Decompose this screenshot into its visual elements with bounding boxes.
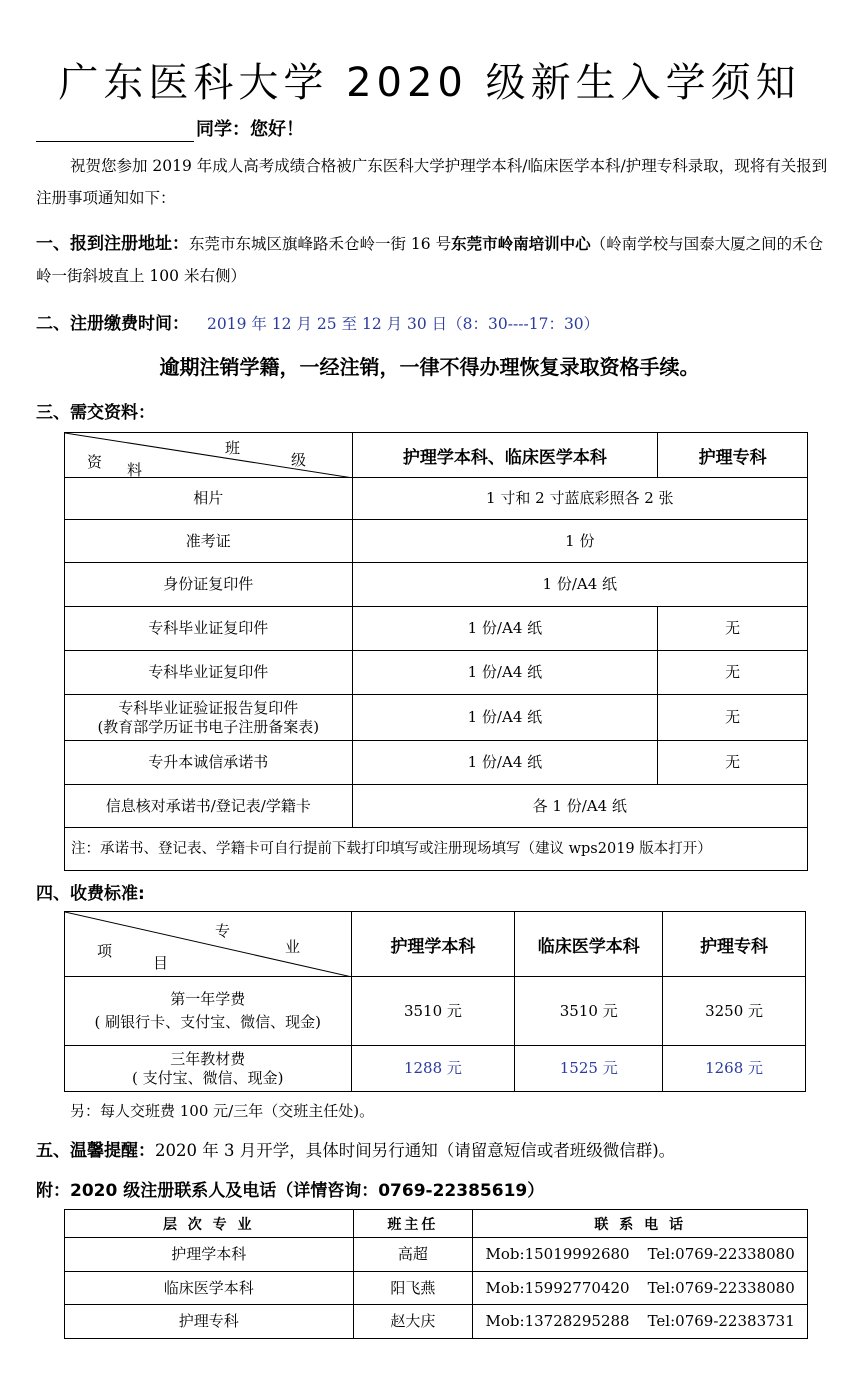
section-fees-label: 四、收费标准: xyxy=(36,884,145,904)
contacts-col-major: 层 次 专 业 xyxy=(65,1210,354,1238)
fee-item-label: 第一年学费 xyxy=(170,990,246,1008)
material-value: 1 份/A4 纸 xyxy=(352,607,658,651)
document-title: 广东医科大学 2020 级新生入学须知 xyxy=(58,60,801,106)
table-row xyxy=(65,977,806,1046)
section-materials-label: 三、需交资料： xyxy=(36,403,155,423)
material-value-college: 无 xyxy=(658,741,808,785)
material-value-college: 无 xyxy=(658,607,808,651)
contact-tel: Tel:0769-22338080 xyxy=(647,1245,795,1263)
section-materials-heading xyxy=(36,397,836,429)
contact-mobile: Mob:15019992680 xyxy=(485,1245,630,1263)
materials-note: 注：承诺书、登记表、学籍卡可自行提前下载打印填写或注册现场填写（建议 wps2019 版本打开） xyxy=(65,828,808,871)
fees-col-nursing-bachelor: 护理学本科 xyxy=(351,912,515,977)
contacts-header-row xyxy=(65,1210,808,1238)
contact-tel: Tel:0769-22383731 xyxy=(647,1312,795,1330)
table-row xyxy=(65,741,808,785)
diag-item-label-2: 目 xyxy=(153,954,169,972)
material-item: 专科毕业证复印件 xyxy=(65,607,353,651)
address-center: 东莞市岭南培训中心 xyxy=(451,235,591,253)
section-time-label: 二、注册缴费时间： xyxy=(36,314,189,334)
warning-text: 逾期注销学籍，一经注销，一律不得办理恢复录取资格手续。 xyxy=(159,355,700,379)
material-item: 相片 xyxy=(65,478,353,520)
diag-class-label-2: 级 xyxy=(291,451,307,469)
material-value: 1 份/A4 纸 xyxy=(352,651,658,695)
fee-value: 1525 元 xyxy=(515,1046,663,1092)
section-address-label: 一、报到注册地址： xyxy=(36,234,189,254)
material-value: 1 份/A4 纸 xyxy=(352,741,658,785)
address-directions: （岭南学校与国泰大厦之间的禾仓岭一街斜坡直上 100 米右侧） xyxy=(36,235,824,285)
contact-major: 护理专科 xyxy=(65,1305,354,1339)
fee-item-methods: ( 刷银行卡、支付宝、微信、现金) xyxy=(94,1013,322,1031)
materials-header-row xyxy=(65,433,808,478)
material-value: 1 份/A4 纸 xyxy=(352,695,658,741)
table-row xyxy=(65,785,808,828)
fee-value: 3510 元 xyxy=(515,977,663,1046)
intro-paragraph: 祝贺您参加 2019 年成人高考成绩合格被广东医科大学护理学本科/临床医学本科/护理专科录取，现将有关报到注册事项通知如下： xyxy=(36,157,828,207)
contact-phone xyxy=(473,1272,808,1305)
contacts-table xyxy=(64,1209,808,1339)
diag-class-label: 班 xyxy=(225,439,241,457)
fees-diagonal-header xyxy=(65,912,352,977)
registration-time: 2019 年 12 月 25 至 12 月 30 日（8：30----17：30） xyxy=(207,315,600,333)
section-reminder-label: 五、温馨提醒： xyxy=(36,1141,155,1161)
contact-mobile: Mob:13728295288 xyxy=(485,1312,630,1330)
name-blank xyxy=(36,124,194,142)
class-fee-note: 另：每人交班费 100 元/三年（交班主任处)。 xyxy=(70,1102,375,1120)
contact-teacher: 阳飞燕 xyxy=(353,1272,473,1305)
fee-item-methods: ( 支付宝、微信、现金) xyxy=(132,1068,284,1087)
materials-diagonal-header xyxy=(65,433,353,478)
fees-col-nursing-college: 护理专科 xyxy=(663,912,806,977)
fee-value: 1288 元 xyxy=(351,1046,515,1092)
diag-material-label: 资 xyxy=(87,453,103,471)
table-row xyxy=(65,563,808,607)
material-value-college: 无 xyxy=(658,651,808,695)
contacts-col-phone: 联 系 电 话 xyxy=(473,1210,808,1238)
material-item: 信息核对承诺书/登记表/学籍卡 xyxy=(65,785,353,828)
table-row xyxy=(65,695,808,741)
appendix-label: 附：2020 级注册联系人及电话（详情咨询：0769-22385619） xyxy=(36,1181,545,1201)
fee-item-label: 三年教材费 xyxy=(170,1049,246,1068)
diagonal-line xyxy=(65,433,353,478)
fee-value: 3510 元 xyxy=(351,977,515,1046)
greeting-text: 同学：您好！ xyxy=(196,119,304,140)
fee-item xyxy=(65,977,352,1046)
table-row xyxy=(65,1046,806,1092)
material-item-line1: 专科毕业证验证报告复印件 xyxy=(118,698,299,717)
material-value: 各 1 份/A4 纸 xyxy=(352,785,807,828)
table-row xyxy=(65,607,808,651)
contact-tel: Tel:0769-22338080 xyxy=(647,1278,795,1297)
material-item: 专科毕业证复印件 xyxy=(65,651,353,695)
table-row xyxy=(65,478,808,520)
table-row xyxy=(65,520,808,563)
material-item xyxy=(65,695,353,741)
contact-teacher: 赵大庆 xyxy=(353,1305,473,1339)
material-value-college: 无 xyxy=(658,695,808,741)
materials-table xyxy=(64,432,808,871)
materials-note-row xyxy=(65,828,808,871)
fee-value: 3250 元 xyxy=(663,977,806,1046)
table-row xyxy=(65,1272,808,1305)
fees-col-clinical-bachelor: 临床医学本科 xyxy=(515,912,663,977)
material-value: 1 寸和 2 寸蓝底彩照各 2 张 xyxy=(352,478,807,520)
material-item: 身份证复印件 xyxy=(65,563,353,607)
diag-item-label: 项 xyxy=(97,942,113,960)
contact-teacher: 高超 xyxy=(353,1238,473,1272)
greeting xyxy=(36,118,304,142)
diag-major-label-2: 业 xyxy=(285,938,301,956)
section-address xyxy=(36,228,836,292)
diag-material-label-2: 料 xyxy=(127,461,143,479)
address-text: 东莞市东城区旗峰路禾仓岭一街 16 号 xyxy=(189,235,452,253)
material-item: 专升本诚信承诺书 xyxy=(65,741,353,785)
diag-major-label: 专 xyxy=(215,922,231,940)
contact-major: 护理学本科 xyxy=(65,1238,354,1272)
fee-item xyxy=(65,1046,352,1092)
contact-phone xyxy=(473,1305,808,1339)
material-item-line2: (教育部学历证书电子注册备案表) xyxy=(97,717,320,736)
contact-phone xyxy=(473,1238,808,1272)
material-item: 准考证 xyxy=(65,520,353,563)
section-fees-heading xyxy=(36,878,836,910)
fees-table xyxy=(64,911,806,1092)
materials-col-bachelor: 护理学本科、临床医学本科 xyxy=(352,433,658,478)
appendix-heading xyxy=(36,1175,836,1207)
table-row xyxy=(65,651,808,695)
material-value: 1 份 xyxy=(352,520,807,563)
materials-col-college: 护理专科 xyxy=(658,433,808,478)
contact-major: 临床医学本科 xyxy=(65,1272,354,1305)
contacts-col-teacher: 班主任 xyxy=(353,1210,473,1238)
table-row xyxy=(65,1305,808,1339)
contact-mobile: Mob:15992770420 xyxy=(485,1278,630,1297)
section-reminder xyxy=(36,1135,836,1167)
table-row xyxy=(65,1238,808,1272)
reminder-text: 2020 年 3 月开学，具体时间另行通知（请留意短信或者班级微信群)。 xyxy=(155,1141,676,1160)
fee-value: 1268 元 xyxy=(663,1046,806,1092)
section-time xyxy=(36,308,836,340)
fees-header-row xyxy=(65,912,806,977)
material-value: 1 份/A4 纸 xyxy=(352,563,807,607)
